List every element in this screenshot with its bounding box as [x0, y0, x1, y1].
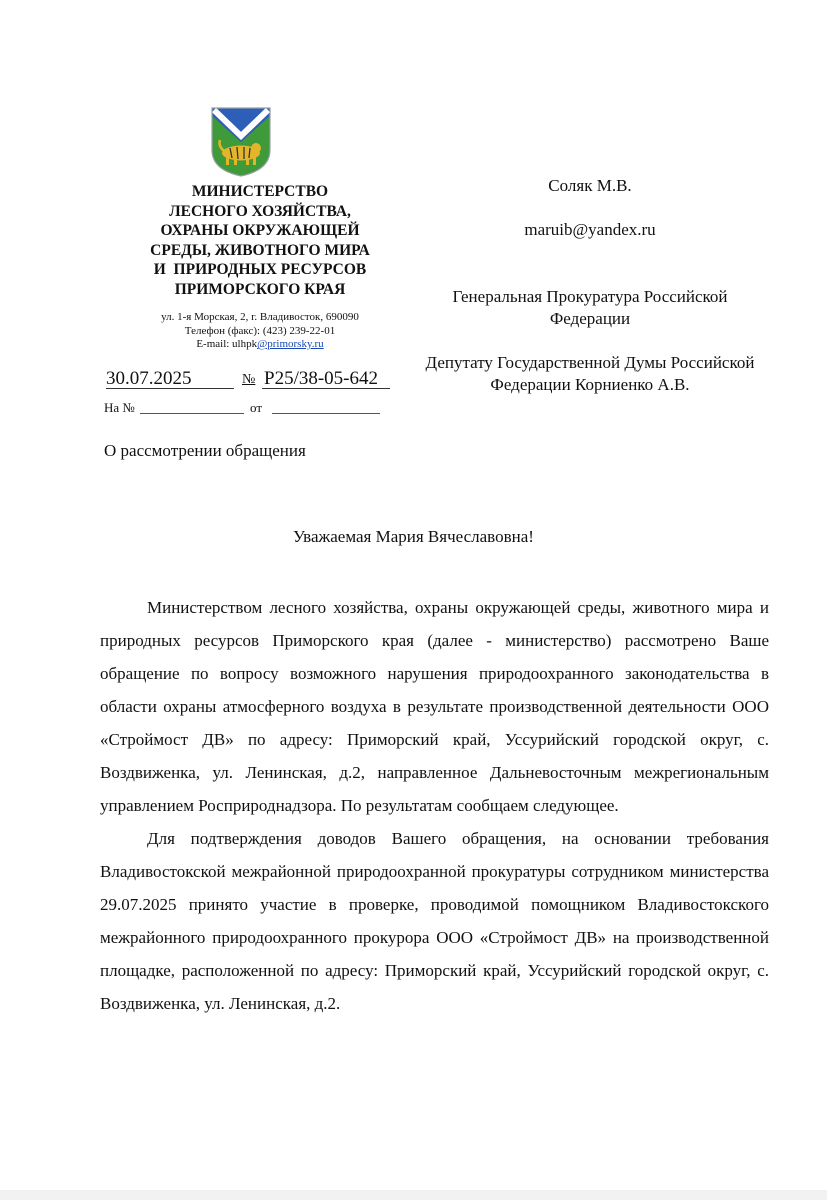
letter-body: [100, 591, 769, 1020]
phone-line: Телефон (факс): (423) 239-22-01: [184, 324, 336, 337]
ministry-name-line: ПРИМОРСКОГО КРАЯ: [174, 280, 346, 298]
recipient-email: maruib@yandex.ru: [524, 220, 656, 239]
ministry-name-line: ОХРАНЫ ОКРУЖАЮЩЕЙ: [160, 222, 360, 239]
page-bottom-edge: [0, 1190, 827, 1200]
ministry-address: [95, 311, 425, 352]
letter-subject: О рассмотрении обращения: [104, 441, 306, 460]
reference-from-label: от: [250, 400, 263, 415]
ministry-name-line: И ПРИРОДНЫХ РЕСУРСОВ: [153, 261, 367, 278]
reference-line: [104, 400, 404, 418]
ministry-name-line: ЛЕСНОГО ХОЗЯЙСТВА,: [169, 202, 351, 220]
email-link[interactable]: @primorsky.ru: [257, 338, 324, 350]
underline: [262, 388, 390, 389]
registration-number: Р25/38-05-642: [264, 368, 378, 389]
recipient-prosecutor: Генеральная Прокуратура Российской Федерации: [452, 287, 728, 328]
reference-date-blank: [272, 413, 380, 414]
registration-date: 30.07.2025: [106, 368, 192, 389]
email-line: [95, 338, 425, 352]
reference-label: На №: [104, 400, 135, 415]
ministry-name-line: МИНИСТЕРСТВО: [191, 183, 329, 200]
address-line: ул. 1-я Морская, 2, г. Владивосток, 690090: [161, 311, 359, 323]
registration-line: [104, 366, 404, 392]
underline: [106, 388, 234, 389]
salutation: Уважаемая Мария Вячеславовна!: [293, 527, 534, 546]
recipient-deputy: Депутату Государственной Думы Российской Федерации Корниенко А.В.: [425, 353, 755, 394]
body-paragraph: Для подтверждения доводов Вашего обращения, на основании требования Владивостокской межрайонной природоохранной прокуратуры сотрудником министерства 29.07.2025 принято участие в проверке, проводимой помощником Владивостокского межрайонного природоохранного прокурора ООО «Строймост ДВ» на производственной площадке, расположенной по адресу: Приморский край, Уссурийский городской округ, с. Воздвиженка, ул. Ленинская, д.2.: [100, 829, 769, 1013]
reference-blank: [140, 413, 244, 414]
coat-of-arms-icon: [210, 106, 272, 178]
recipient-name: Соляк М.В.: [548, 176, 632, 195]
number-sign: №: [242, 372, 256, 387]
email-label: E-mail: ulhpk: [196, 338, 258, 350]
ministry-name: [95, 182, 425, 299]
body-paragraph: Министерством лесного хозяйства, охраны окружающей среды, животного мира и природных ресурсов Приморского края (далее - министерство) рассмотрено Ваше обращение по вопросу возможного нарушения природоохранного законодательства в области охраны атмосферного воздуха в результате производственной деятельности ООО «Строймост ДВ» по адресу: Приморский край, Уссурийский городской округ, с. Воздвиженка, ул. Ленинская, д.2, направленное Дальневосточным межрегиональным управлением Росприроднадзора. По результатам сообщаем следующее.: [100, 598, 769, 815]
ministry-name-line: СРЕДЫ, ЖИВОТНОГО МИРА: [150, 241, 370, 259]
